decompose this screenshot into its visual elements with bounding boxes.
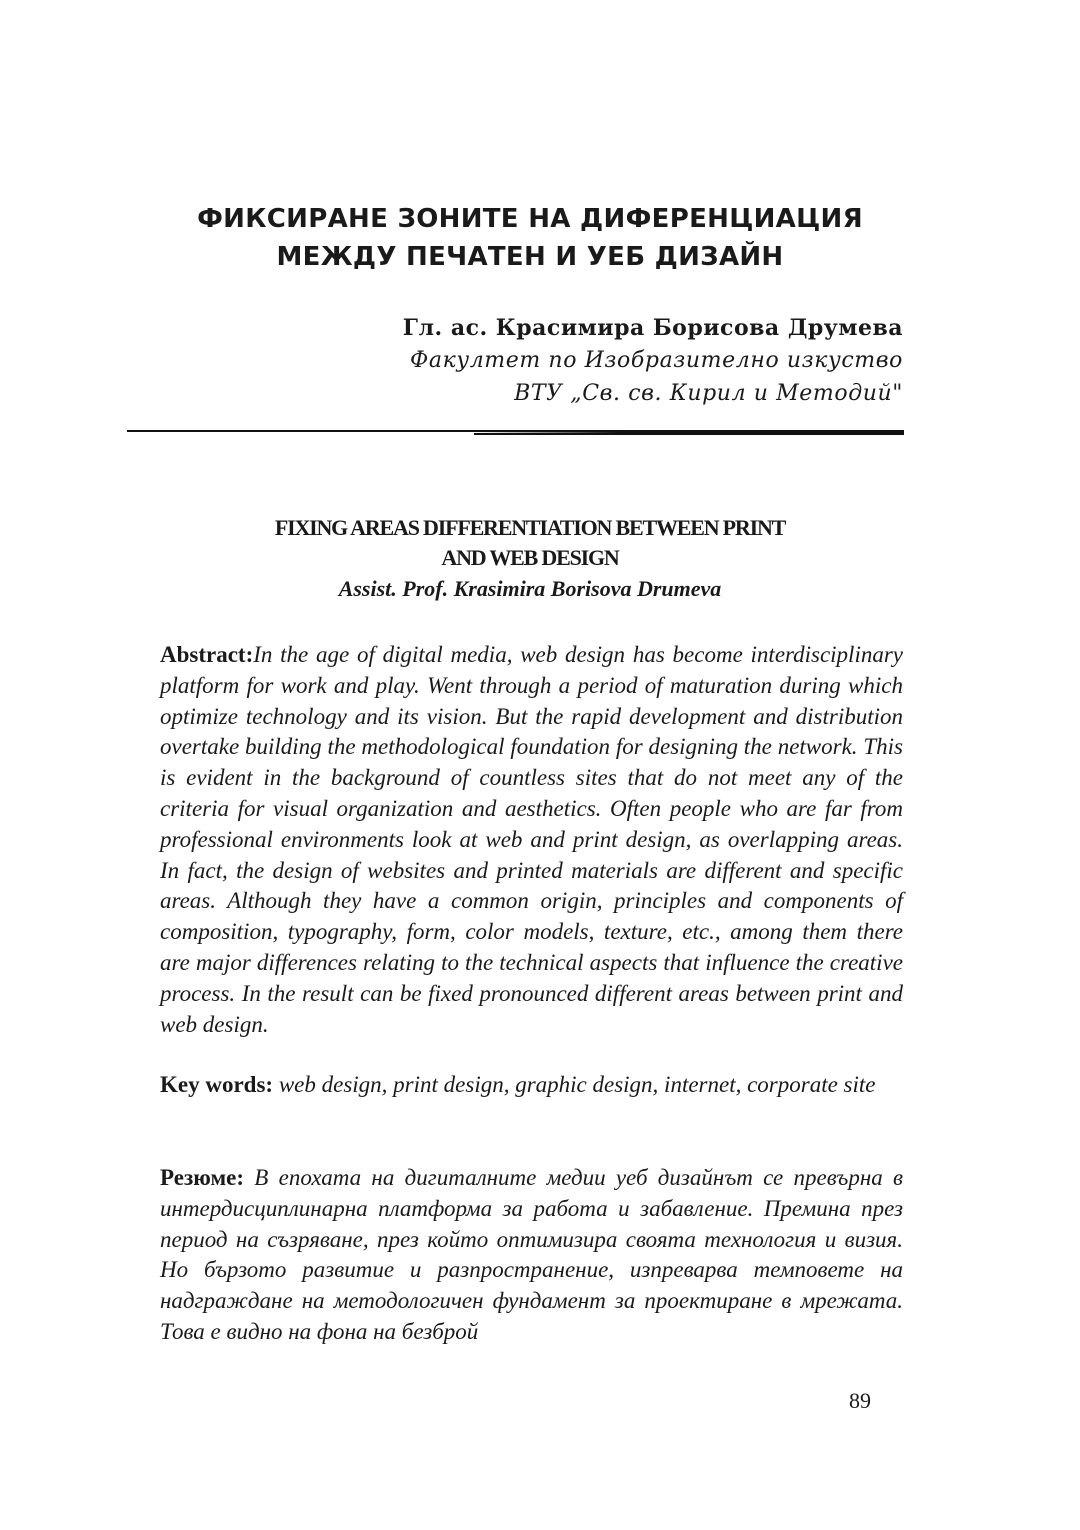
header-divider [127, 430, 904, 432]
english-author: Assist. Prof. Krasimira Borisova Drumeva [338, 576, 722, 601]
author-faculty: Факултет по Изобразително изкуство [410, 348, 903, 373]
abstract-paragraph [160, 640, 903, 1040]
resume-text: В епохата на дигиталните медии уеб дизайнът се превърна в интердисциплинарна платформа за работа и забавление. Премина през период на съзряване, през който оптимизира своята технология и визия. Но бързото развитие и разпространение, изпреварва темповете на надграждане на методологичен фундамент за проектиране в мрежата. Това е видно на фона на безброй [160, 1165, 904, 1344]
paper-title-line-2: МЕЖДУ ПЕЧАТЕН И УЕБ ДИЗАЙН [276, 242, 784, 272]
keywords-text: web design, print design, graphic design, internet, corporate site [278, 1072, 876, 1097]
author-university: ВТУ „Св. св. Кирил и Методий" [514, 381, 903, 406]
author-name: Гл. ас. Красимира Борисова Друмева [402, 315, 903, 341]
resume-paragraph [160, 1163, 903, 1348]
resume-label: Резюме: [160, 1165, 245, 1190]
paper-title-line-1: ФИКСИРАНЕ ЗОНИТЕ НА ДИФЕРЕНЦИАЦИЯ [197, 204, 863, 234]
paper-title [130, 200, 930, 276]
english-title-line-1: FIXING AREAS DIFFERENTIATION BETWEEN PRINT [274, 515, 786, 540]
author-block [203, 312, 903, 410]
keywords-paragraph [160, 1070, 903, 1101]
keywords-label: Key words: [160, 1072, 274, 1097]
abstract-label: Abstract: [160, 642, 254, 667]
abstract-text: In the age of digital media, web design has become interdisciplinary platform for work and play. Went through a period of maturation during which optimize technology and its vision. But the rapid development and distribution overtake building the methodological foundation for designing the network. This is evident in the background of countless sites that do not meet any of the criteria for visual organization and aesthetics. Often people who are far from professional environments look at web and print design, as overlapping areas. In fact, the design of websites and printed materials are different and specific areas. Although they have a common origin, principles and components of composition, typography, form, color models, texture, etc., among them there are major differences relating to the technical aspects that influence the creative process. In the result can be fixed pronounced different areas between print and web design. [160, 642, 903, 1037]
english-title-line-2: AND WEB DESIGN [441, 545, 619, 570]
english-title-block [130, 513, 930, 605]
page-number: 89 [849, 1388, 871, 1413]
